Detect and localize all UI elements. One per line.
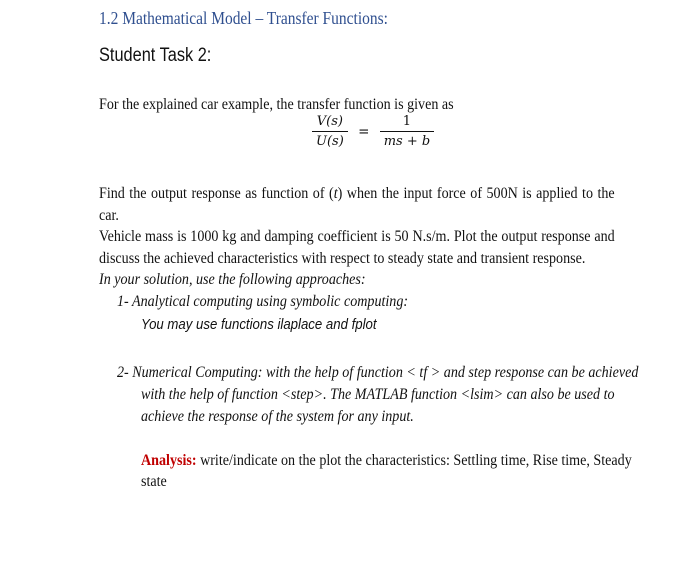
lhs-fraction	[312, 114, 348, 149]
time-variable: t	[333, 185, 338, 202]
rhs-denominator: ms + b	[383, 134, 431, 149]
analysis-line-1	[141, 450, 632, 472]
analysis-text: write/indicate on the plot the characteristics: Settling time, Rise time, Steady	[196, 452, 632, 469]
item2-line-2: with the help of function <step>. The MATLAB function <lsim> can also be used to	[141, 386, 615, 403]
intro-text: For the explained car example, the transfer function is given as	[99, 96, 454, 113]
approaches-intro: In your solution, use the following approaches:	[99, 271, 366, 288]
task-title: Student Task 2:	[99, 45, 212, 66]
section-heading: 1.2 Mathematical Model – Transfer Functions:	[99, 8, 388, 28]
item1-note: You may use functions ilaplace and fplot	[141, 316, 377, 333]
lhs-numerator: V(s)	[312, 114, 348, 132]
problem-line-1: Find the output response as function of (t) when the input force of 500N is applied to the car.	[99, 185, 615, 224]
analysis-line-2: state	[141, 473, 167, 490]
item2-line-1: 2- Numerical Computing: with the help of function < tf > and step response can be achieved	[117, 364, 639, 381]
equals-sign: =	[358, 123, 370, 140]
problem-statement	[99, 183, 615, 269]
item1-title: 1- Analytical computing using symbolic computing:	[117, 293, 409, 310]
item2-line-3: achieve the response of the system for any input.	[141, 408, 414, 425]
transfer-function-equation	[312, 114, 434, 149]
problem-line-2: Vehicle mass is 1000 kg and damping coefficient is 50 N.s/m. Plot the output response and	[99, 228, 615, 245]
lhs-denominator: U(s)	[316, 134, 344, 149]
rhs-fraction	[380, 114, 434, 149]
problem-line-3: discuss the achieved characteristics with respect to steady state and transient response.	[99, 249, 586, 267]
analysis-label: Analysis:	[141, 452, 197, 469]
rhs-numerator: 1	[380, 114, 434, 132]
